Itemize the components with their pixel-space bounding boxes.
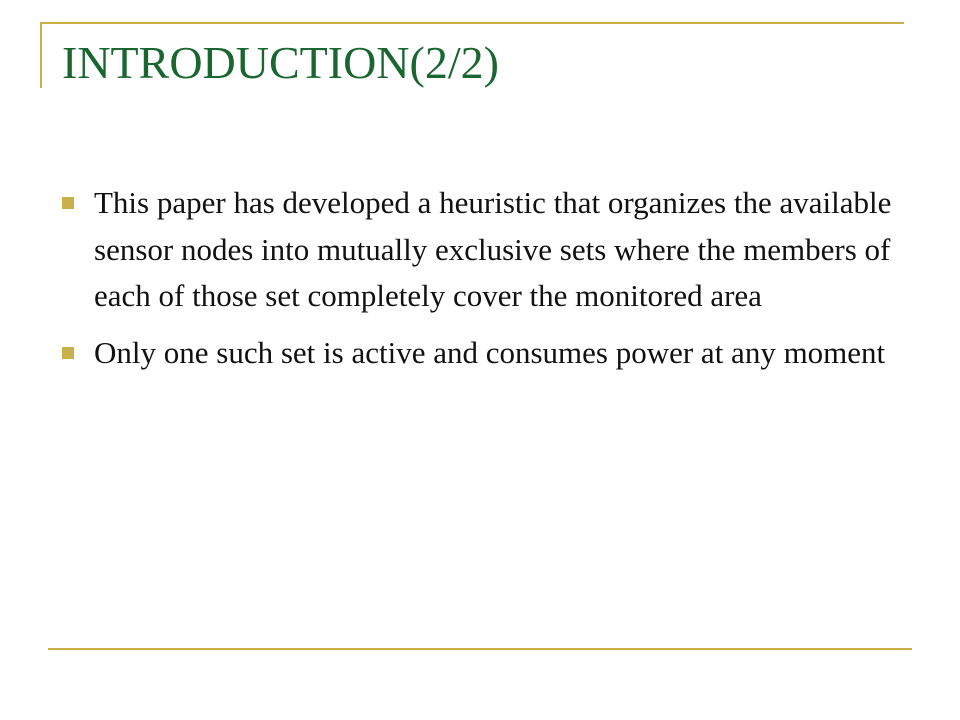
left-rule	[40, 22, 42, 88]
square-bullet-icon	[62, 347, 74, 359]
bottom-rule	[48, 648, 912, 650]
bullet-item	[60, 180, 920, 320]
bullet-item	[60, 330, 920, 377]
bullet-text: This paper has developed a heuristic that organizes the available sensor nodes into mutually exclusive sets where the members of each of those set completely cover the monitored area	[94, 185, 892, 313]
bullet-text: Only one such set is active and consumes power at any moment	[94, 334, 886, 370]
slide-title: INTRODUCTION(2/2)	[62, 37, 499, 88]
square-bullet-icon	[62, 197, 74, 209]
top-rule	[40, 22, 904, 24]
bullet-list	[60, 180, 920, 386]
